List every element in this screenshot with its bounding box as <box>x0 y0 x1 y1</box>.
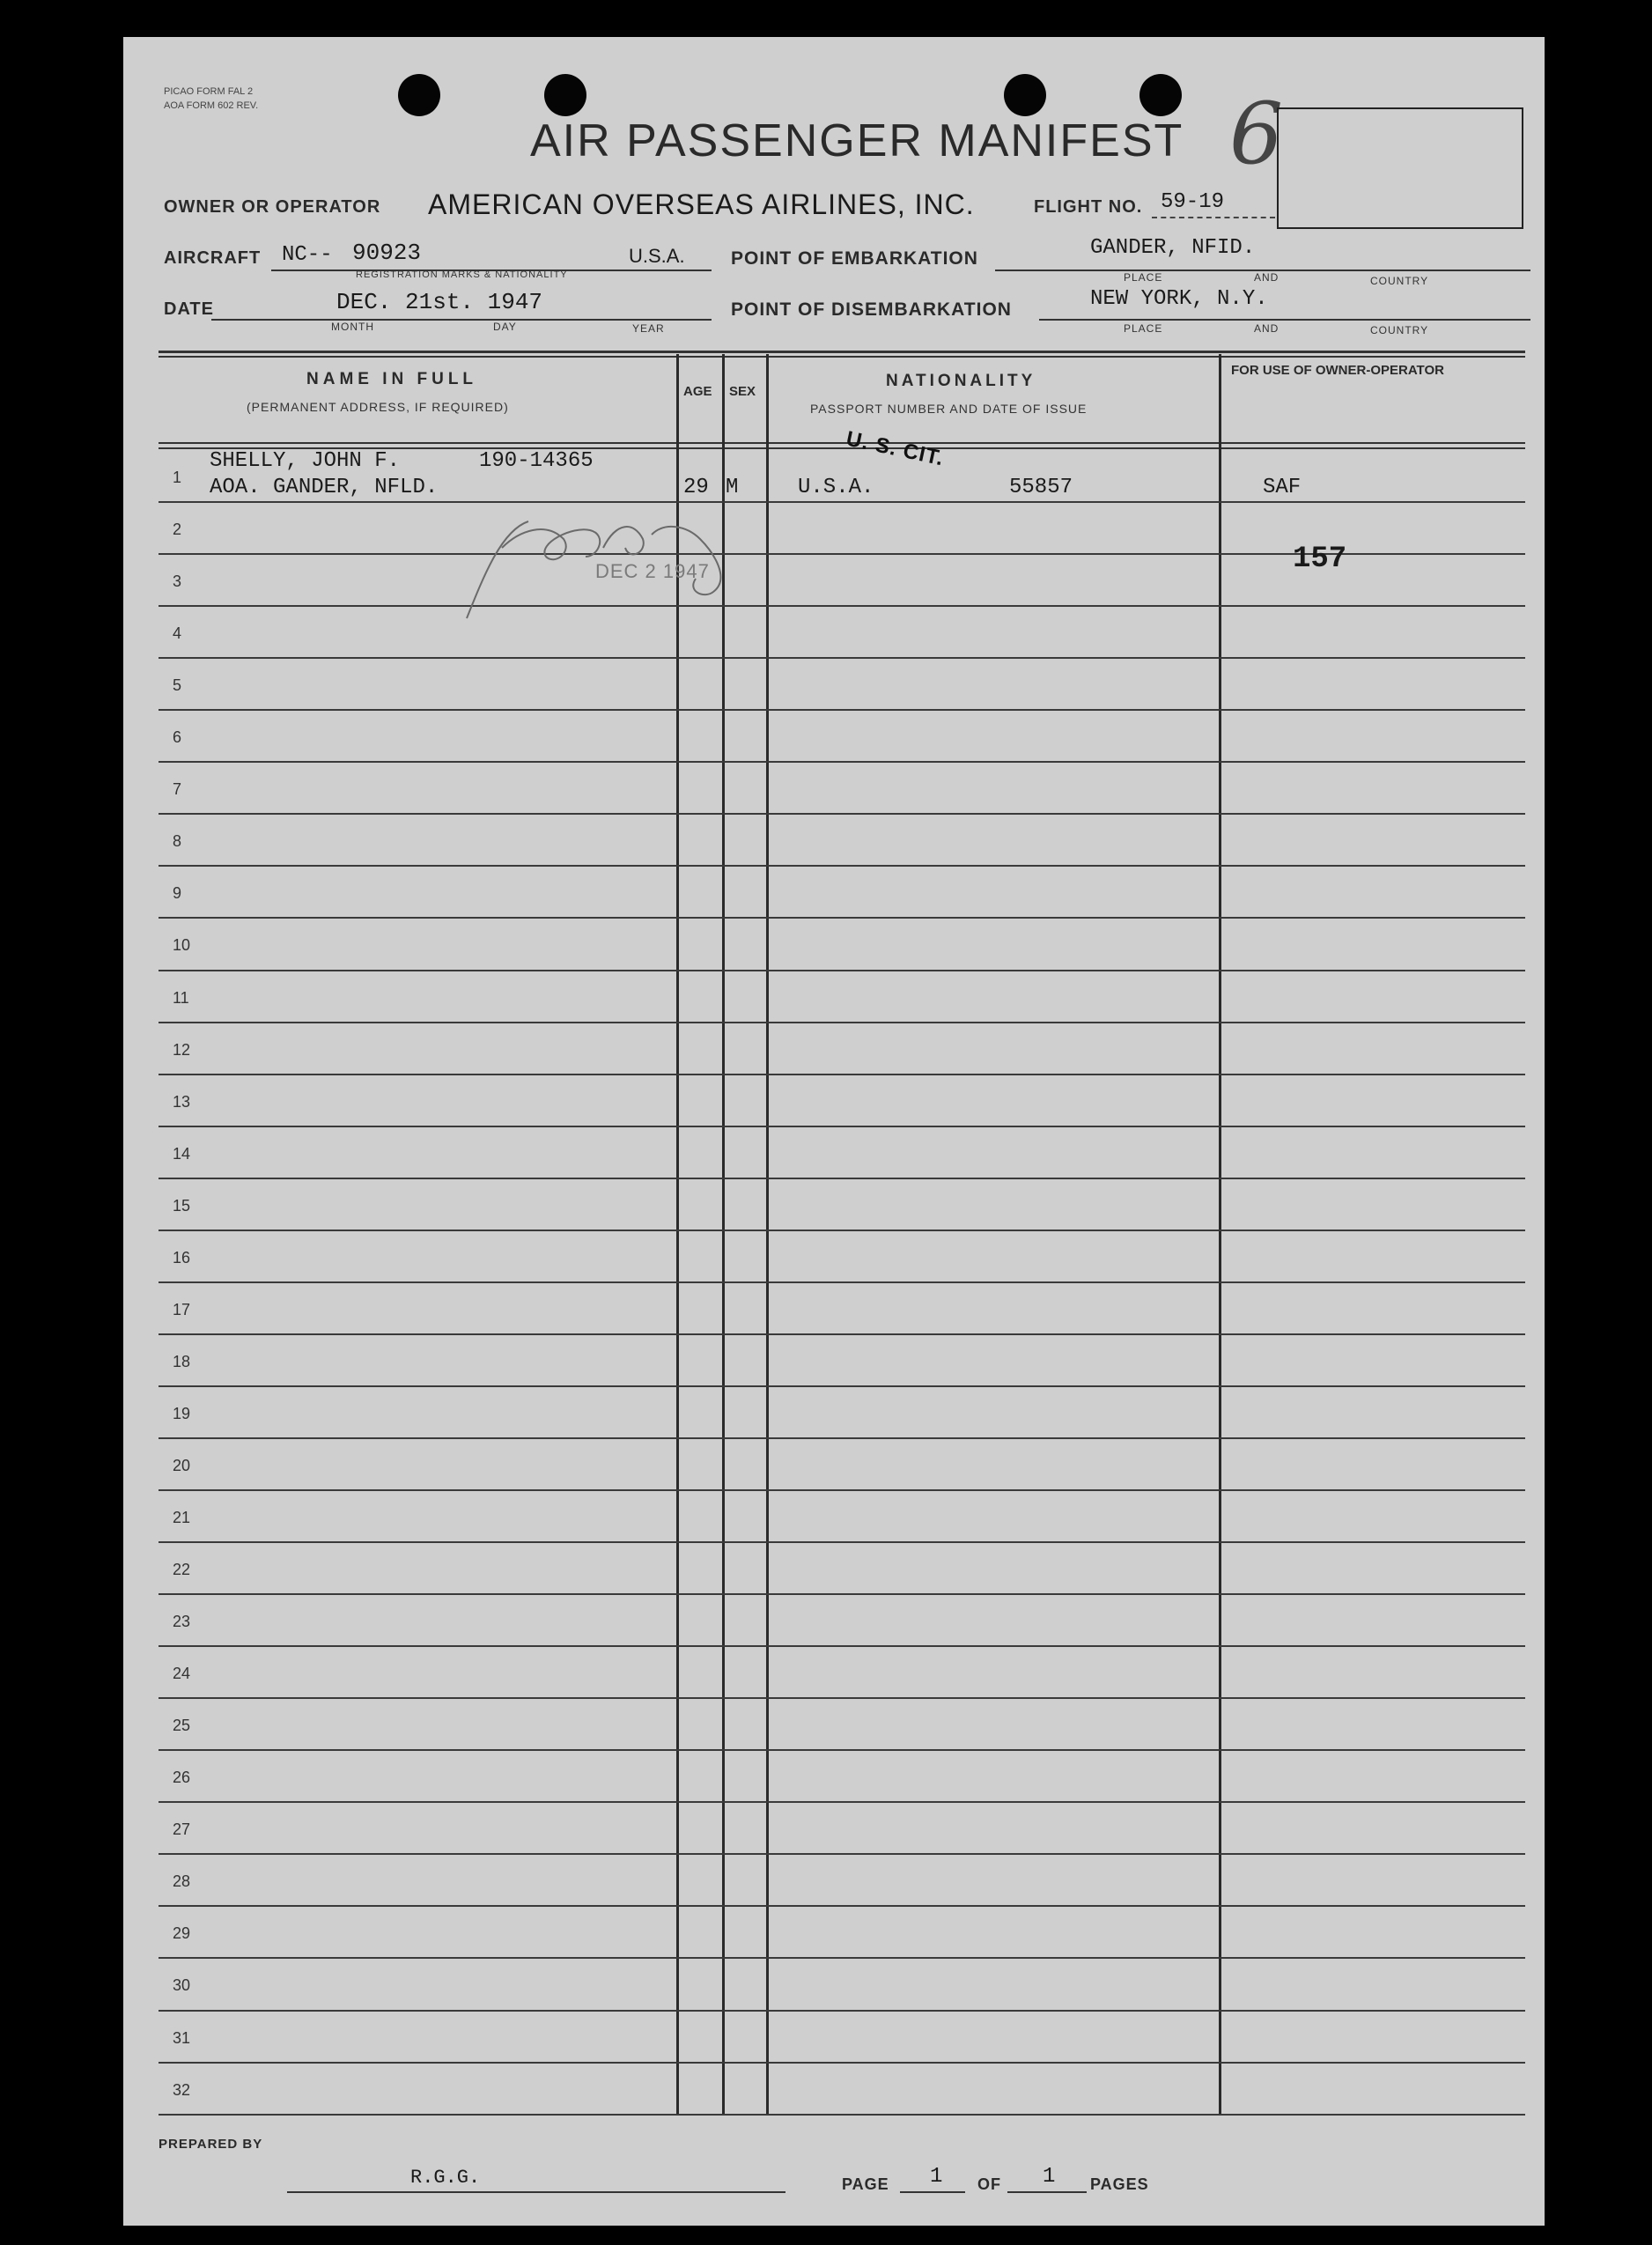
row-number: 3 <box>173 572 182 591</box>
row-number: 19 <box>173 1404 191 1422</box>
aircraft-sub: REGISTRATION MARKS & NATIONALITY <box>356 270 568 280</box>
column-divider <box>766 354 769 2116</box>
row-line <box>159 657 1525 659</box>
row-line <box>159 709 1525 711</box>
column-divider <box>1219 354 1221 2116</box>
owner-value: AMERICAN OVERSEAS AIRLINES, INC. <box>428 188 975 220</box>
row-number: 25 <box>173 1717 191 1735</box>
row-line <box>159 1126 1525 1127</box>
row-line <box>159 813 1525 815</box>
date-sub-month: MONTH <box>331 321 374 333</box>
prepared-label: PREPARED BY <box>159 2137 263 2152</box>
row-line <box>159 1489 1525 1491</box>
row-line <box>159 1645 1525 1647</box>
date-sub-year: YEAR <box>632 322 665 335</box>
row-line <box>159 501 1525 503</box>
row-number: 10 <box>173 936 191 955</box>
punch-hole <box>544 74 586 116</box>
column-header-sex: SEX <box>729 384 756 399</box>
disembark-country: COUNTRY <box>1370 324 1429 336</box>
row-number: 31 <box>173 2028 191 2047</box>
prepared-underline <box>287 2191 785 2193</box>
row-line <box>159 1697 1525 1699</box>
table-top-rule <box>159 351 1525 353</box>
row-line <box>159 1385 1525 1387</box>
embark-place: PLACE <box>1124 271 1163 284</box>
date-value: DEC. 21st. 1947 <box>336 289 543 315</box>
flight-value: 59-19 <box>1161 190 1225 214</box>
page-label: PAGE <box>842 2175 889 2193</box>
column-header-nationality-sub: PASSPORT NUMBER AND DATE OF ISSUE <box>810 402 1088 416</box>
row-number: 24 <box>173 1665 191 1683</box>
row-line <box>159 865 1525 867</box>
column-header-owner-use: FOR USE OF OWNER-OPERATOR <box>1231 363 1444 378</box>
column-header-name: NAME IN FULL <box>306 370 478 388</box>
row-line <box>159 605 1525 607</box>
row-line <box>159 917 1525 919</box>
row-number: 13 <box>173 1092 191 1111</box>
punch-hole <box>398 74 440 116</box>
of-value: 1 <box>1043 2165 1056 2189</box>
row-line <box>159 1281 1525 1283</box>
row-number: 20 <box>173 1456 191 1474</box>
row-number: 7 <box>173 780 182 799</box>
row-number: 5 <box>173 676 182 695</box>
row-line <box>159 1022 1525 1023</box>
row-line <box>159 1853 1525 1855</box>
page-value: 1 <box>930 2165 943 2189</box>
row-line <box>159 1333 1525 1335</box>
passenger-sex: M <box>726 476 739 499</box>
punch-hole <box>1139 74 1182 116</box>
owner-label: OWNER OR OPERATOR <box>164 197 381 217</box>
row-number: 32 <box>173 2080 191 2099</box>
row-number: 21 <box>173 1509 191 1526</box>
row-number: 22 <box>173 1561 191 1579</box>
date-stamp: DEC 2 1947 <box>595 560 710 582</box>
embark-label: POINT OF EMBARKATION <box>731 248 978 269</box>
column-header-name-sub: (PERMANENT ADDRESS, IF REQUIRED) <box>247 400 509 414</box>
row-number: 18 <box>173 1352 191 1370</box>
manifest-page <box>123 37 1545 2226</box>
aircraft-prefix: NC-- <box>282 243 333 267</box>
passenger-age: 29 <box>683 476 709 499</box>
passenger-name: SHELLY, JOHN F. <box>210 449 401 473</box>
passenger-passport: 55857 <box>1009 476 1073 499</box>
row-number: 14 <box>173 1144 191 1163</box>
row-line <box>159 970 1525 971</box>
row-number: 15 <box>173 1196 191 1215</box>
passenger-nationality: U.S.A. <box>798 476 874 499</box>
row-number: 12 <box>173 1040 191 1059</box>
embark-and: AND <box>1254 271 1280 284</box>
table-top-rule <box>159 356 1525 358</box>
row-line <box>159 1541 1525 1543</box>
row-number: 23 <box>173 1613 191 1631</box>
disembark-value: NEW YORK, N.Y. <box>1090 287 1268 311</box>
disembark-and: AND <box>1254 322 1280 335</box>
of-label: OF <box>977 2175 1001 2193</box>
row-number: 4 <box>173 624 182 643</box>
row-line <box>159 1905 1525 1907</box>
date-underline <box>211 319 712 321</box>
row-line <box>159 761 1525 763</box>
row-line <box>159 1230 1525 1231</box>
disembark-label: POINT OF DISEMBARKATION <box>731 299 1012 320</box>
handwritten-mark: 6 <box>1229 85 1284 183</box>
handwritten-number: 157 <box>1293 543 1347 576</box>
row-line <box>159 2114 1525 2116</box>
row-line <box>159 1749 1525 1751</box>
embark-value: GANDER, NFID. <box>1090 236 1256 260</box>
us-cit-stamp: U. S. CIT. <box>844 426 947 471</box>
row-number: 9 <box>173 884 182 903</box>
row-line <box>159 1074 1525 1075</box>
row-line <box>159 1593 1525 1595</box>
row-number: 1 <box>173 469 182 486</box>
embark-country: COUNTRY <box>1370 275 1429 287</box>
form-id-line2: AOA FORM 602 REV. <box>164 100 259 111</box>
disembark-place: PLACE <box>1124 322 1163 335</box>
row-line <box>159 1437 1525 1439</box>
row-line <box>159 1957 1525 1959</box>
row-number: 6 <box>173 728 182 747</box>
flight-underline <box>1152 217 1275 218</box>
pages-label: PAGES <box>1090 2175 1149 2193</box>
flight-label: FLIGHT NO. <box>1034 197 1143 217</box>
aircraft-value: 90923 <box>352 240 422 266</box>
row-line <box>159 1801 1525 1803</box>
row-number: 30 <box>173 1976 191 1995</box>
date-sub-day: DAY <box>493 321 517 333</box>
row-number: 2 <box>173 521 182 539</box>
aircraft-nationality: U.S.A. <box>629 245 685 267</box>
page-underline <box>900 2191 965 2193</box>
row-number: 28 <box>173 1872 191 1891</box>
row-number: 8 <box>173 832 182 851</box>
page-title: AIR PASSENGER MANIFEST <box>530 115 1184 166</box>
row-number: 16 <box>173 1248 191 1267</box>
row-number: 17 <box>173 1300 191 1318</box>
passenger-id-number: 190-14365 <box>479 449 594 473</box>
of-underline <box>1007 2191 1087 2193</box>
row-number: 27 <box>173 1820 191 1839</box>
prepared-value: R.G.G. <box>410 2167 481 2189</box>
row-number: 11 <box>173 988 189 1007</box>
column-header-nationality: NATIONALITY <box>886 372 1036 390</box>
aircraft-label: AIRCRAFT <box>164 248 262 268</box>
disembark-underline <box>1039 319 1530 321</box>
passenger-address: AOA. GANDER, NFLD. <box>210 476 439 499</box>
row-number: 29 <box>173 1924 191 1943</box>
owner-code: SAF <box>1263 476 1302 499</box>
punch-hole <box>1004 74 1046 116</box>
row-number: 26 <box>173 1769 191 1787</box>
column-header-age: AGE <box>683 384 712 399</box>
row-line <box>159 2062 1525 2064</box>
stamp-box <box>1277 107 1523 229</box>
form-id-line1: PICAO FORM FAL 2 <box>164 86 254 97</box>
row-line <box>159 2010 1525 2012</box>
date-label: DATE <box>164 299 214 319</box>
row-line <box>159 1178 1525 1179</box>
header-bottom-rule <box>159 442 1525 444</box>
